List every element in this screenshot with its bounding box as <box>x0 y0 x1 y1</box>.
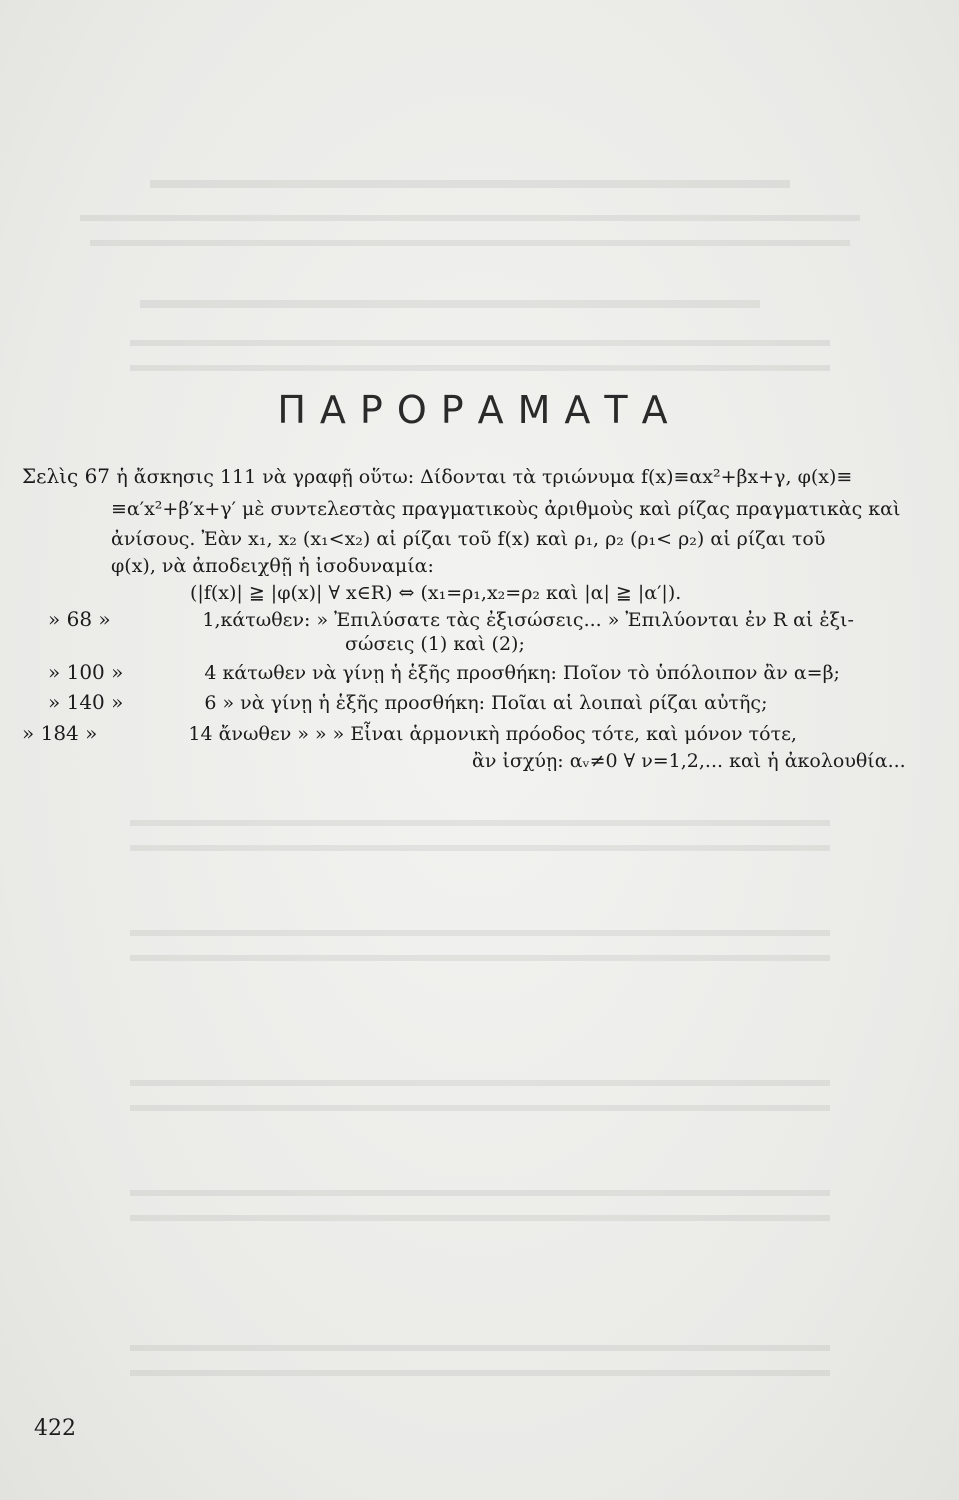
erratum-entry-140 <box>48 689 767 716</box>
erratum-text: 6 » νὰ γίνῃ ἡ ἑξῆς προσθήκη: Ποῖαι αἱ λοιπαὶ ρίζαι αὐτῆς; <box>204 692 768 714</box>
erratum-entry-184 <box>22 720 797 747</box>
erratum-text: 14 ἄνωθεν » » » Εἶναι ἁρμονικὴ πρόοδος τότε, καὶ μόνον τότε, <box>188 723 797 745</box>
page-title: ΠΑΡΟΡΑΜΑΤΑ <box>277 388 682 432</box>
erratum-ref: Σελὶς 67 <box>22 464 111 488</box>
erratum-formula: (|f(x)| ≧ |φ(x)| ∀ x∈R) ⇔ (x₁=ρ₁,x₂=ρ₂ καὶ |α| ≧ |α′|). <box>190 582 682 604</box>
erratum-entry-100 <box>48 659 840 686</box>
erratum-text-cont: ἂν ἰσχύῃ: αᵥ≠0 ∀ ν=1,2,... καὶ ἡ ἀκολουθία... <box>472 750 906 772</box>
erratum-ref: » 68 » <box>48 607 111 631</box>
erratum-text-cont: σώσεις (1) καὶ (2); <box>345 633 525 655</box>
erratum-text: ἡ ἄσκησις 111 νὰ γραφῇ οὕτω: Δίδονται τὰ τριώνυμα f(x)≡αx²+βx+γ, φ(x)≡ <box>116 466 853 488</box>
erratum-text-cont: ≡α′x²+β′x+γ′ μὲ συντελεστὰς πραγματικοὺς ἀριθμοὺς καὶ ρίζας πραγματικὰς καὶ <box>111 498 901 520</box>
erratum-text: 1,κάτωθεν: » Ἐπιλύσατε τὰς ἐξισώσεις... » Ἐπιλύονται ἐν R αἱ ἐξι- <box>202 609 854 631</box>
erratum-ref: » 100 » <box>48 660 124 684</box>
erratum-entry-67 <box>22 463 852 490</box>
erratum-text-cont: ἀνίσους. Ἐὰν x₁, x₂ (x₁<x₂) αἱ ρίζαι τοῦ f(x) καὶ ρ₁, ρ₂ (ρ₁< ρ₂) αἱ ρίζαι τοῦ <box>111 528 826 550</box>
erratum-ref: » 184 » <box>22 721 98 745</box>
erratum-ref: » 140 » <box>48 690 124 714</box>
erratum-text: 4 κάτωθεν νὰ γίνῃ ἡ ἑξῆς προσθήκη: Ποῖον τὸ ὑπόλοιπον ἂν α=β; <box>204 662 840 684</box>
erratum-text-cont: φ(x), νὰ ἀποδειχθῇ ἡ ἰσοδυναμία: <box>111 555 434 577</box>
erratum-entry-68 <box>48 606 854 633</box>
page-number: 422 <box>34 1416 76 1441</box>
